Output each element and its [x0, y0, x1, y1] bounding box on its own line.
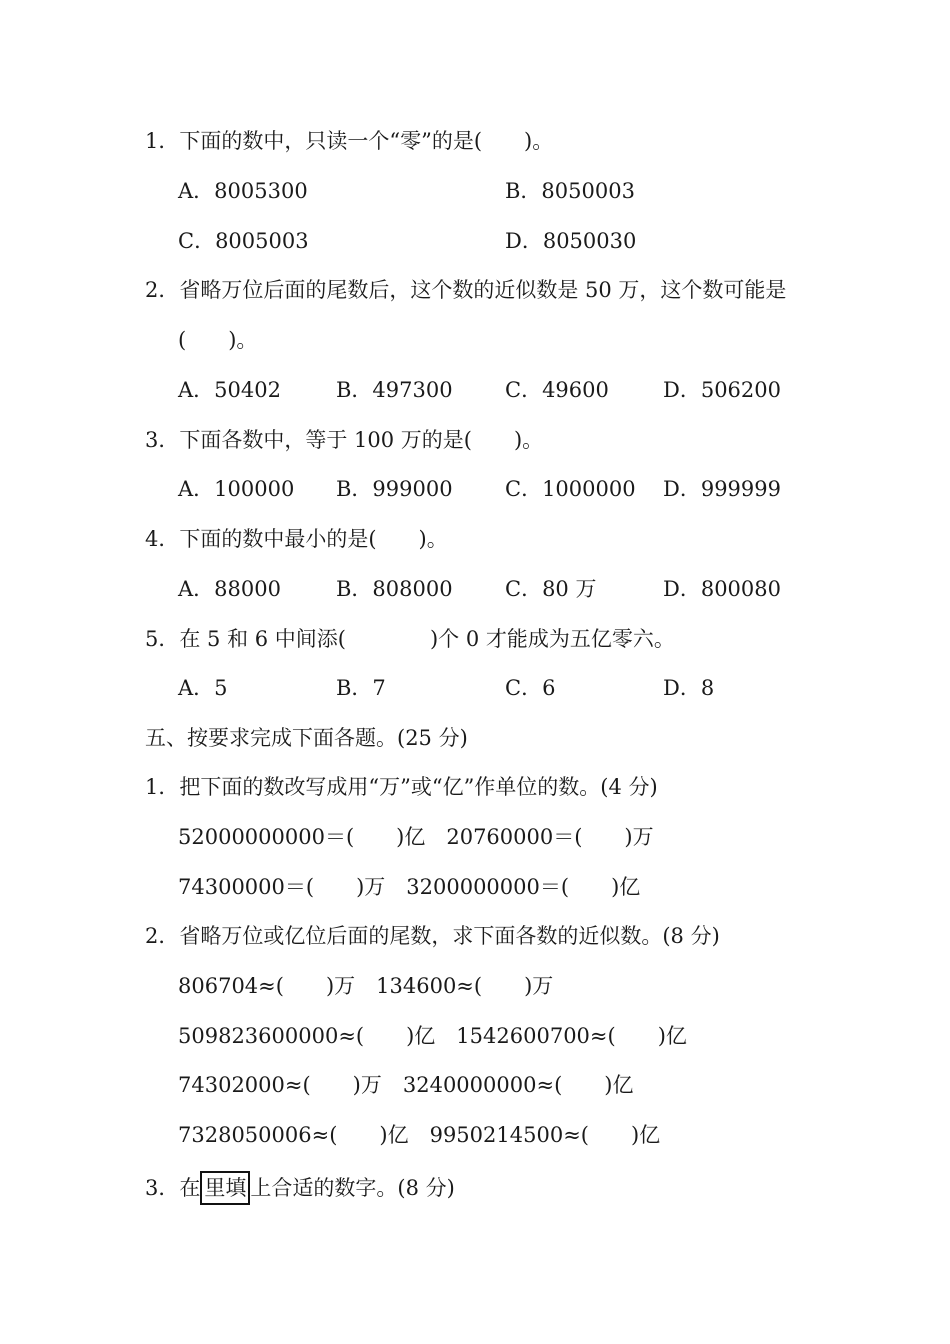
question-2-option-b: B．497300 — [336, 378, 453, 402]
question-3-option-d: D．999999 — [663, 477, 782, 501]
question-3-stem-prefix: 3．在 — [145, 1176, 201, 1200]
question-5-option-c: C．6 — [505, 676, 556, 700]
question-4-option-b: B．808000 — [336, 577, 453, 601]
question-1-option-b: B．8050003 — [505, 179, 635, 203]
section-5-question-2-line-2: 509823600000≈( )亿 1542600700≈( )亿 — [178, 1024, 687, 1048]
question-4-option-a: A．88000 — [178, 577, 281, 601]
question-2-option-d: D．506200 — [663, 378, 782, 402]
question-1-option-d: D．8050030 — [505, 229, 637, 253]
section-5-question-2-stem: 2．省略万位或亿位后面的尾数，求下面各数的近似数。(8 分) — [145, 924, 720, 948]
section-5-question-1-stem: 1．把下面的数改写成用“万”或“亿”作单位的数。(4 分) — [145, 775, 658, 799]
question-3-option-a: A．100000 — [178, 477, 295, 501]
answer-box: 里填 — [200, 1171, 250, 1205]
section-5-question-2-line-4: 7328050006≈( )亿 9950214500≈( )亿 — [178, 1123, 661, 1147]
question-4-option-d: D．800080 — [663, 577, 782, 601]
section-5-question-2-line-1: 806704≈( )万 134600≈( )万 — [178, 974, 554, 998]
question-3-option-c: C．1000000 — [505, 477, 636, 501]
question-3-option-b: B．999000 — [336, 477, 453, 501]
section-5-question-3-stem — [145, 1171, 455, 1205]
question-2-stem-continuation: ( )。 — [178, 328, 258, 352]
section-5-question-1-line-1: 52000000000＝( )亿 20760000＝( )万 — [178, 825, 654, 849]
question-1-option-c: C．8005003 — [178, 229, 309, 253]
question-5-option-d: D．8 — [663, 676, 715, 700]
section-5-question-1-line-2: 74300000＝( )万 3200000000＝( )亿 — [178, 875, 641, 899]
question-5-option-a: A．5 — [178, 676, 228, 700]
question-3-stem: 3．下面各数中，等于 100 万的是( )。 — [145, 428, 544, 452]
question-3-stem-suffix: 上合适的数字。(8 分) — [250, 1176, 455, 1200]
question-2-stem: 2．省略万位后面的尾数后，这个数的近似数是 50 万，这个数可能是 — [145, 278, 787, 302]
question-4-stem: 4．下面的数中最小的是( )。 — [145, 527, 448, 551]
question-5-stem: 5．在 5 和 6 中间添( )个 0 才能成为五亿零六。 — [145, 627, 675, 651]
section-5-heading: 五、按要求完成下面各题。(25 分) — [145, 726, 468, 750]
question-4-option-c: C．80 万 — [505, 577, 597, 601]
question-2-option-c: C．49600 — [505, 378, 609, 402]
question-1-stem: 1．下面的数中，只读一个“零”的是( )。 — [145, 129, 554, 153]
question-2-option-a: A．50402 — [178, 378, 281, 402]
section-5-question-2-line-3: 74302000≈( )万 3240000000≈( )亿 — [178, 1073, 634, 1097]
question-1-option-a: A．8005300 — [178, 179, 308, 203]
question-5-option-b: B．7 — [336, 676, 386, 700]
